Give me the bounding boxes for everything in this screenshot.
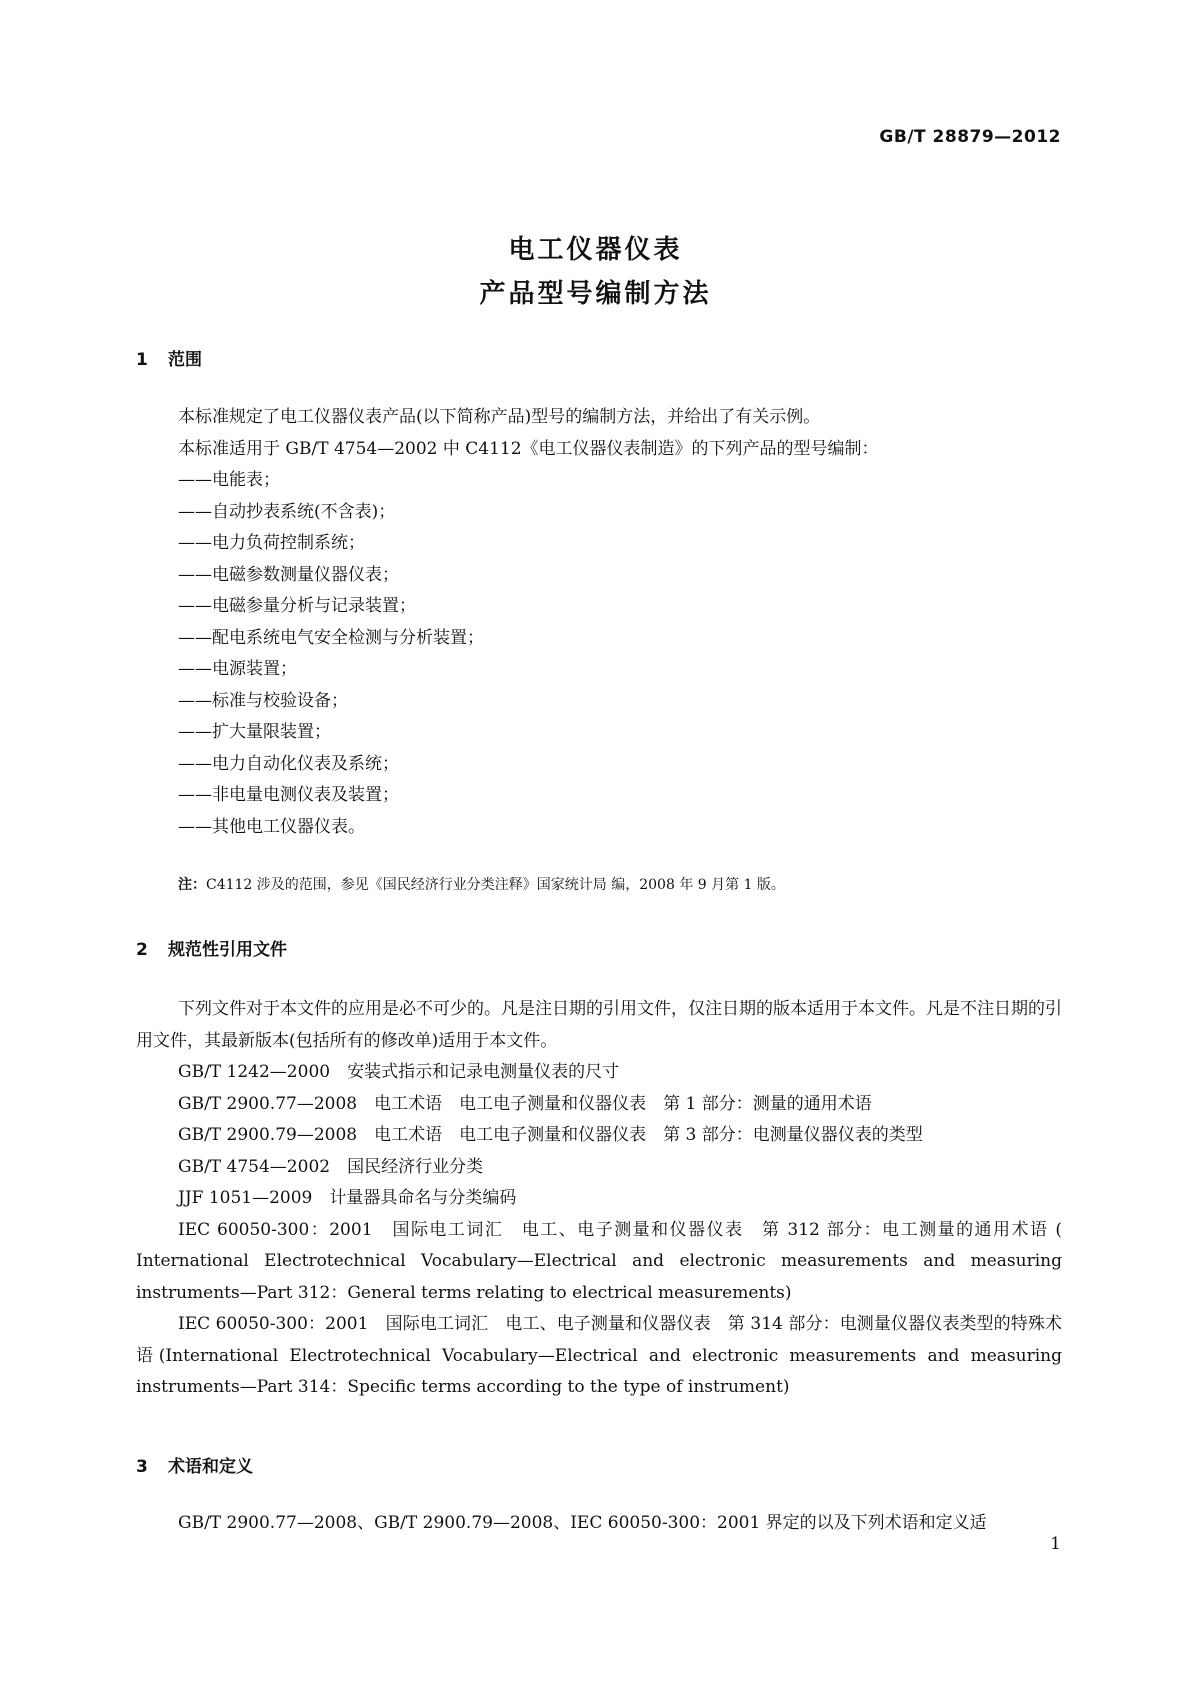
- title-line-1: 电工仪器仪表: [508, 235, 683, 265]
- list-item: ——扩大量限装置；: [178, 722, 331, 742]
- list-item: ——电力负荷控制系统；: [178, 533, 365, 553]
- reference-item: IEC 60050-300：2001 国际电工词汇 电工、电子测量和仪器仪表 第 312 部分：电工测量的通用术语 ( International Electrotechnical Vocabulary—Electrical and electronic measurements and measuring instruments—Part 312：General terms relating to electrical measurements): [136, 1219, 1062, 1303]
- section-number: 3: [136, 1457, 148, 1477]
- list-item: ——电能表；: [178, 470, 280, 490]
- section-1-body: [136, 402, 1062, 843]
- paragraph: 下列文件对于本文件的应用是必不可少的。凡是注日期的引用文件，仅注日期的版本适用于本文件。凡是不注日期的引用文件，其最新版本(包括所有的修改单)适用于本文件。: [136, 999, 1062, 1051]
- list-item: ——电磁参量分析与记录装置；: [178, 596, 416, 616]
- document-title: [0, 228, 1191, 316]
- page-number: 1: [1050, 1534, 1061, 1554]
- list-item: ——电磁参数测量仪器仪表；: [178, 564, 399, 585]
- section-number: 2: [136, 940, 148, 960]
- reference-item: IEC 60050-300：2001 国际电工词汇 电工、电子测量和仪器仪表 第 314 部分：电测量仪器仪表类型的特殊术语(International Electrotechnical Vocabulary—Electrical and electronic measurements and measuring instruments—Part 314：Specific terms according to the type of instrument): [136, 1314, 1062, 1397]
- section-1-heading: [136, 345, 202, 370]
- reference-item: GB/T 1242—2000 安装式指示和记录电测量仪表的尺寸: [178, 1062, 620, 1082]
- section-title: 术语和定义: [168, 1457, 253, 1477]
- list-item: ——电源装置；: [178, 659, 297, 679]
- section-3-heading: [136, 1452, 253, 1477]
- section-2-body: [136, 994, 1062, 1404]
- standard-code: GB/T 28879—2012: [879, 127, 1061, 147]
- paragraph: GB/T 2900.77—2008、GB/T 2900.79—2008、IEC 60050-300：2001 界定的以及下列术语和定义适: [178, 1513, 987, 1533]
- list-item: ——其他电工仪器仪表。: [178, 816, 365, 837]
- reference-item: GB/T 2900.77—2008 电工术语 电工电子测量和仪器仪表 第 1 部分：测量的通用术语: [178, 1093, 872, 1114]
- list-item: ——配电系统电气安全检测与分析装置；: [178, 627, 484, 648]
- list-item: ——非电量电测仪表及装置；: [178, 785, 399, 805]
- section-number: 1: [136, 350, 148, 370]
- paragraph: 本标准适用于 GB/T 4754—2002 中 C4112《电工仪器仪表制造》的下列产品的型号编制：: [178, 438, 879, 459]
- note-label: 注：: [178, 877, 206, 893]
- paragraph: 本标准规定了电工仪器仪表产品(以下简称产品)型号的编制方法，并给出了有关示例。: [178, 407, 821, 427]
- list-item: ——电力自动化仪表及系统；: [178, 753, 399, 774]
- section-title: 范围: [168, 350, 202, 370]
- reference-item: JJF 1051—2009 计量器具命名与分类编码: [178, 1188, 517, 1208]
- list-item: ——自动抄表系统(不含表)；: [178, 501, 396, 522]
- section-3-body: [136, 1508, 1062, 1540]
- title-line-2: 产品型号编制方法: [479, 279, 712, 309]
- section-title: 规范性引用文件: [168, 940, 287, 960]
- note-text: C4112 涉及的范围，参见《国民经济行业分类注释》国家统计局 编，2008 年 9 月第 1 版。: [206, 877, 785, 893]
- reference-item: GB/T 4754—2002 国民经济行业分类: [178, 1156, 484, 1177]
- note: [178, 874, 785, 894]
- reference-item: GB/T 2900.79—2008 电工术语 电工电子测量和仪器仪表 第 3 部分：电测量仪器仪表的类型: [178, 1125, 923, 1145]
- section-2-heading: [136, 935, 287, 960]
- list-item: ——标准与校验设备；: [178, 690, 348, 711]
